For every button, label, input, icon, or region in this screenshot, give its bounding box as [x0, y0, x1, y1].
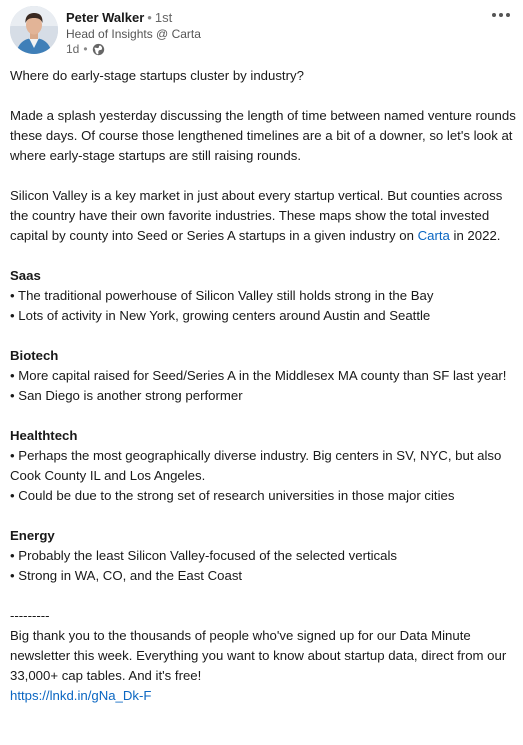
newsletter-link[interactable]: https://lnkd.in/gNa_Dk-F — [10, 688, 152, 703]
author-name[interactable]: Peter Walker — [66, 10, 145, 25]
separator-dot: • — [83, 42, 88, 56]
profile-photo — [10, 6, 58, 54]
author-avatar[interactable] — [10, 6, 58, 54]
globe-icon — [92, 43, 105, 56]
post-header — [10, 6, 513, 62]
section-bullet: • More capital raised for Seed/Series A in the Middlesex MA county than SF last year! — [10, 368, 507, 383]
section-bullet: • Perhaps the most geographically diverse industry. Big centers in SV, NYC, but also Cook County IL and Los Angeles. — [10, 448, 502, 483]
post-time: 1d — [66, 42, 80, 56]
more-options-icon[interactable] — [489, 6, 513, 24]
separator-dot: • — [147, 10, 152, 25]
section-title: Biotech — [10, 348, 59, 363]
section-title: Saas — [10, 268, 41, 283]
section-bullet: • San Diego is another strong performer — [10, 388, 243, 403]
section-bullet: • Could be due to the strong set of research universities in those major cities — [10, 488, 455, 503]
section-bullet: • The traditional powerhouse of Silicon Valley still holds strong in the Bay — [10, 288, 434, 303]
paragraph-2-text: Silicon Valley is a key market in just about every startup vertical. But counties across the country have their own favorite industries. These maps show the total invested capital by county into Seed or Series A startups in a given industry on — [10, 188, 503, 243]
section-title: Healthtech — [10, 428, 78, 443]
section-bullet: • Lots of activity in New York, growing centers around Austin and Seattle — [10, 308, 431, 323]
post-intro: Where do early-stage startups cluster by industry? — [10, 68, 304, 83]
section-title: Energy — [10, 528, 55, 543]
section-bullet: • Strong in WA, CO, and the East Coast — [10, 568, 243, 583]
connection-degree: 1st — [154, 10, 173, 25]
section-bullet: • Probably the least Silicon Valley-focused of the selected verticals — [10, 548, 398, 563]
author-line — [66, 9, 172, 26]
carta-mention-link[interactable]: Carta — [417, 228, 450, 243]
divider-text: --------- — [10, 608, 50, 623]
paragraph-2-end: in 2022. — [449, 228, 501, 243]
post-paragraph-2 — [10, 186, 516, 246]
post-meta — [66, 42, 105, 57]
post-paragraph-1: Made a splash yesterday discussing the length of time between named venture rounds these days. Of course those lengthened timelines are a bit of a downer, so let's look at where early-stage startups are still raising rounds. — [10, 108, 516, 163]
closing-paragraph: Big thank you to the thousands of people who've signed up for our Data Minute newsletter this week. Everything you want to know about startup data, direct from our 33,000+ cap tables. And it's free! — [10, 628, 507, 683]
author-headline: Head of Insights @ Carta — [66, 27, 201, 41]
post-body — [10, 66, 516, 706]
